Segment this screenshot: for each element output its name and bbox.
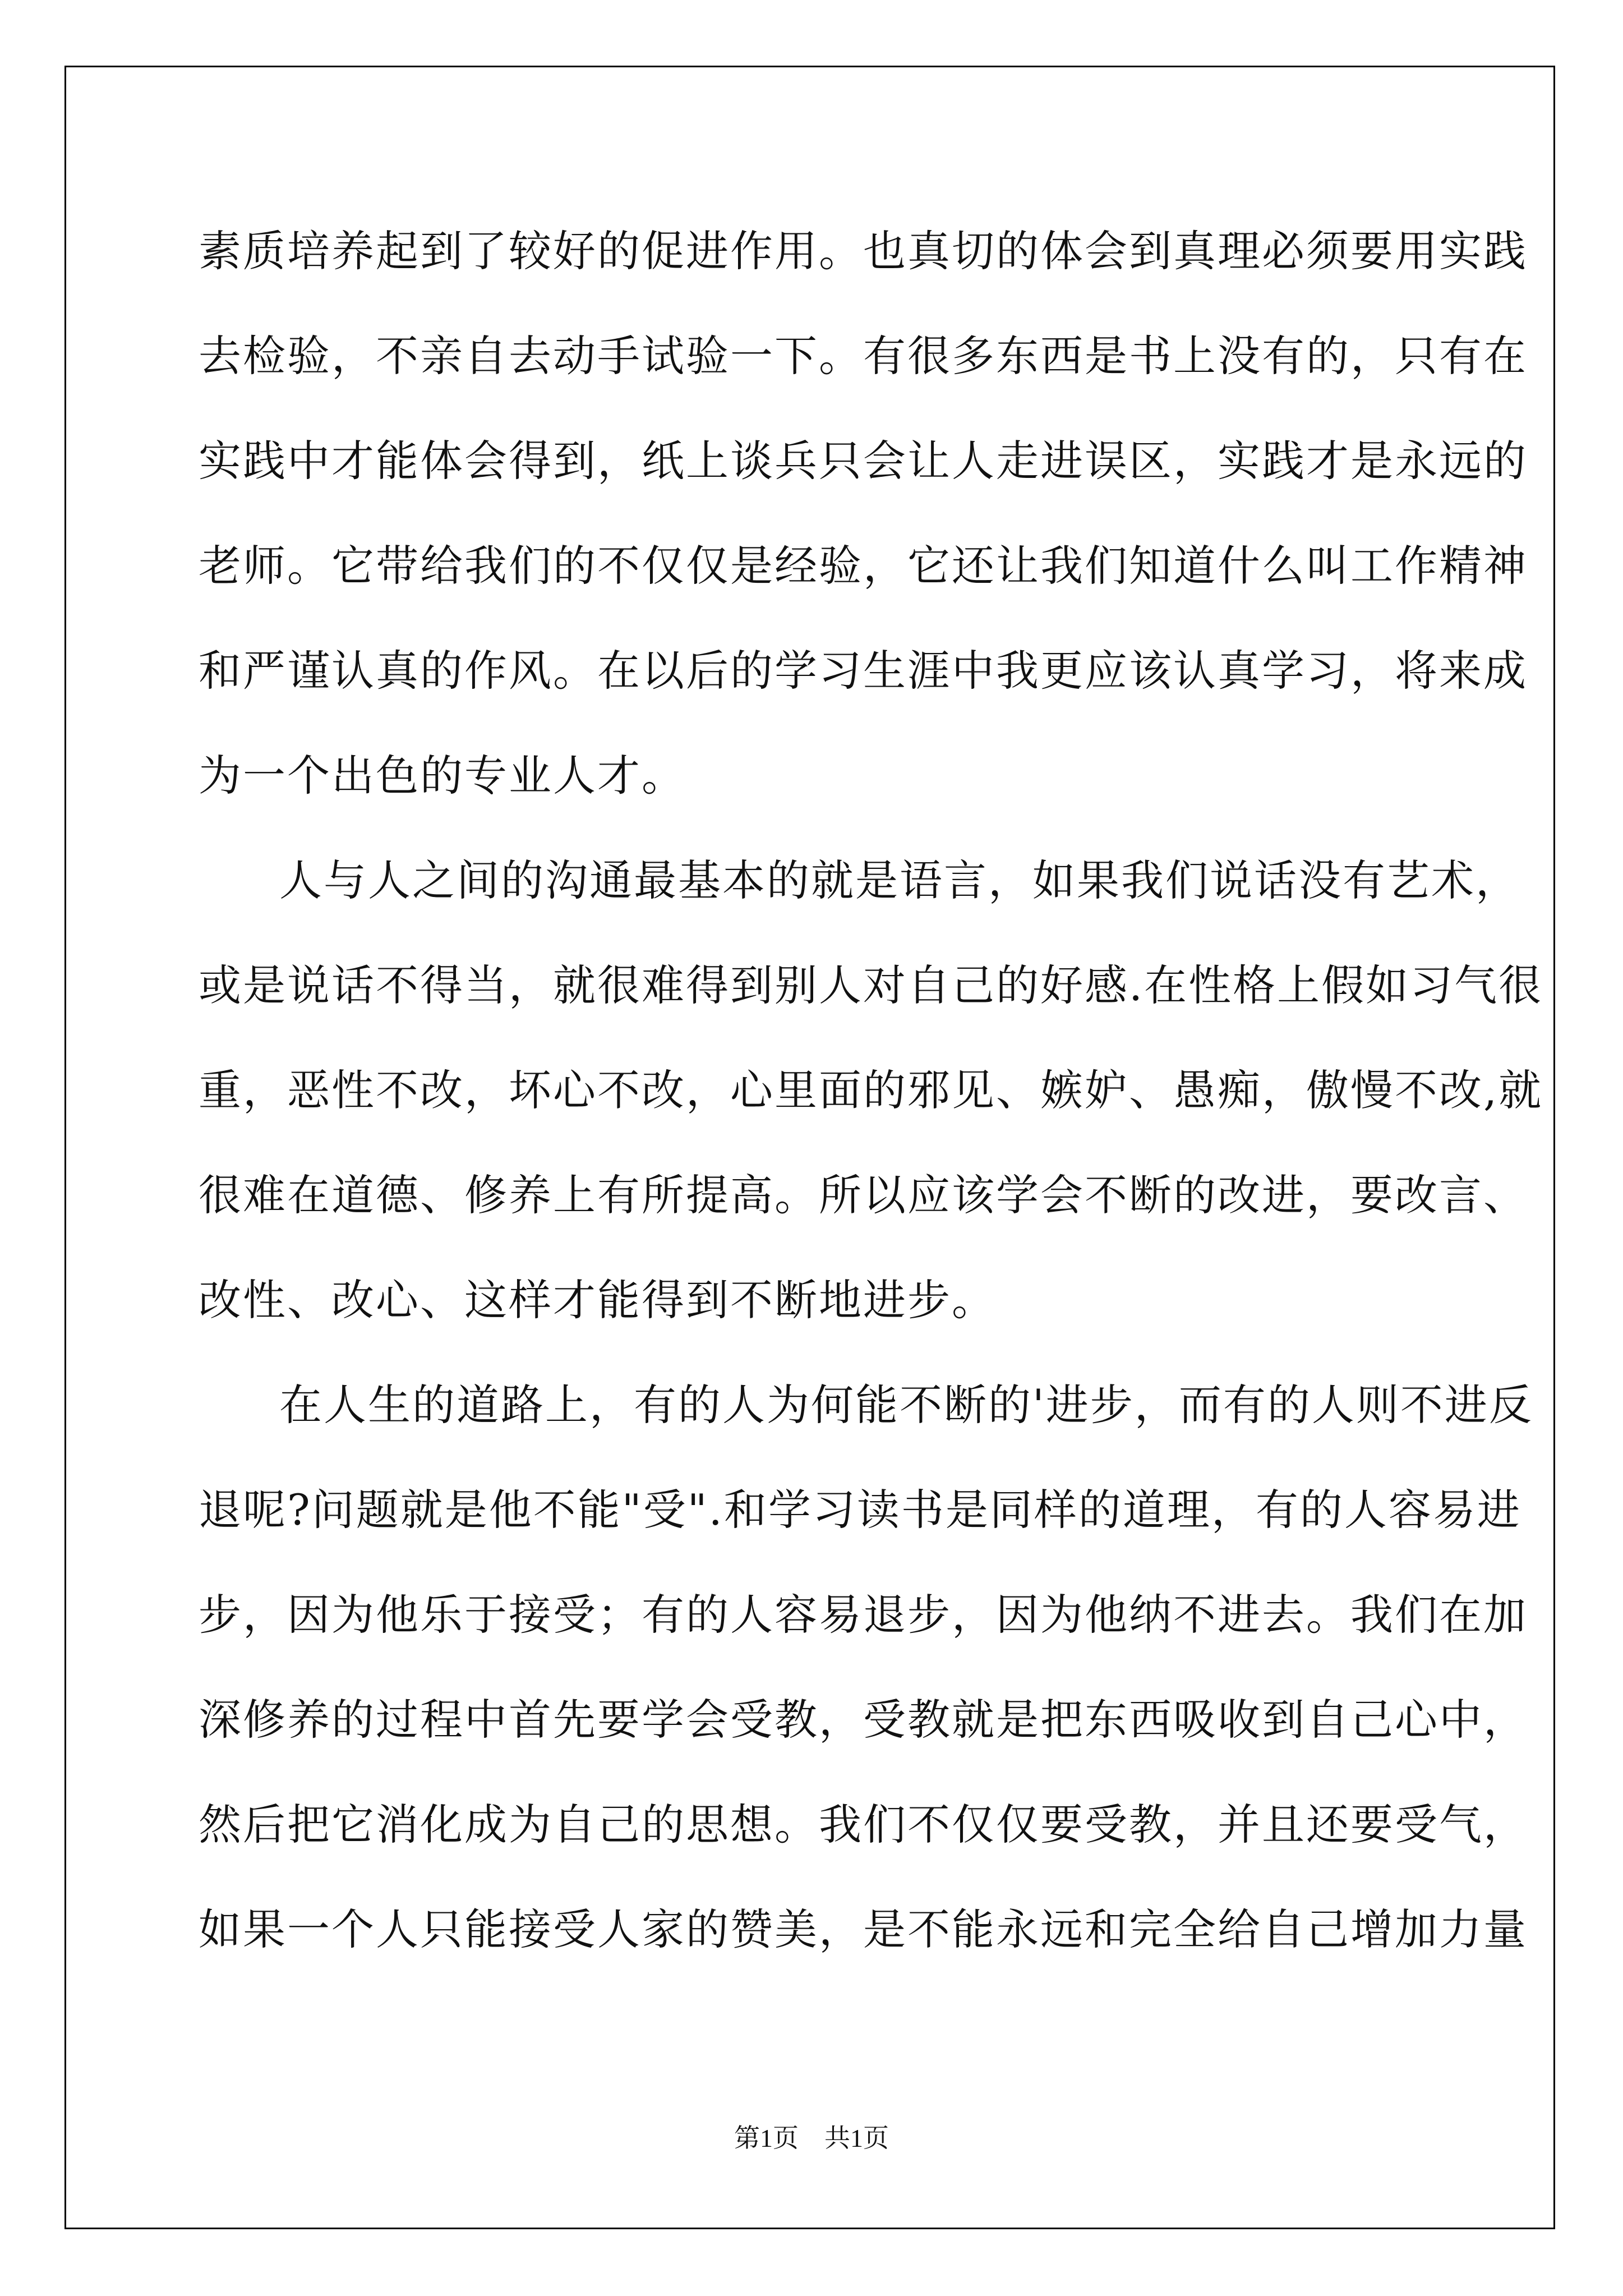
text-line: 步，因为他乐于接受；有的人容易退步，因为他纳不进去。我们在加	[199, 1590, 1528, 1640]
text-line: 退呢?问题就是他不能"受".和学习读书是同样的道理，有的人容易进	[199, 1485, 1521, 1535]
text-line: 重，恶性不改，坏心不改，心里面的邪见、嫉妒、愚痴，傲慢不改,就	[199, 1065, 1543, 1115]
paragraph-first-line: 在人生的道路上，有的人为何能不断的'进步，而有的人则不进反	[279, 1380, 1533, 1430]
paragraph-first-line: 人与人之间的沟通最基本的就是语言，如果我们说话没有艺术，	[279, 855, 1520, 905]
text-line: 如果一个人只能接受人家的赞美，是不能永远和完全给自己增加力量	[199, 1904, 1528, 1954]
text-line: 深修养的过程中首先要学会受教，受教就是把东西吸收到自己心中，	[199, 1695, 1528, 1745]
text-line: 或是说话不得当，就很难得到别人对自己的好感.在性格上假如习气很	[199, 960, 1543, 1010]
page-footer: 第1页 共1页	[734, 2124, 889, 2152]
text-line: 去检验，不亲自去动手试验一下。有很多东西是书上没有的，只有在	[199, 331, 1528, 381]
text-line: 然后把它消化成为自己的思想。我们不仅仅要受教，并且还要受气，	[199, 1800, 1528, 1849]
text-line: 和严谨认真的作风。在以后的学习生涯中我更应该认真学习，将来成	[199, 646, 1528, 696]
text-line: 素质培养起到了较好的促进作用。也真切的体会到真理必须要用实践	[199, 226, 1528, 276]
text-line: 很难在道德、修养上有所提高。所以应该学会不断的改进，要改言、	[199, 1170, 1528, 1220]
text-line: 改性、改心、这样才能得到不断地进步。	[199, 1275, 996, 1325]
text-line: 老师。它带给我们的不仅仅是经验，它还让我们知道什么叫工作精神	[199, 541, 1528, 591]
text-line: 实践中才能体会得到，纸上谈兵只会让人走进误区，实践才是永远的	[199, 436, 1528, 486]
text-line: 为一个出色的专业人才。	[199, 751, 686, 800]
